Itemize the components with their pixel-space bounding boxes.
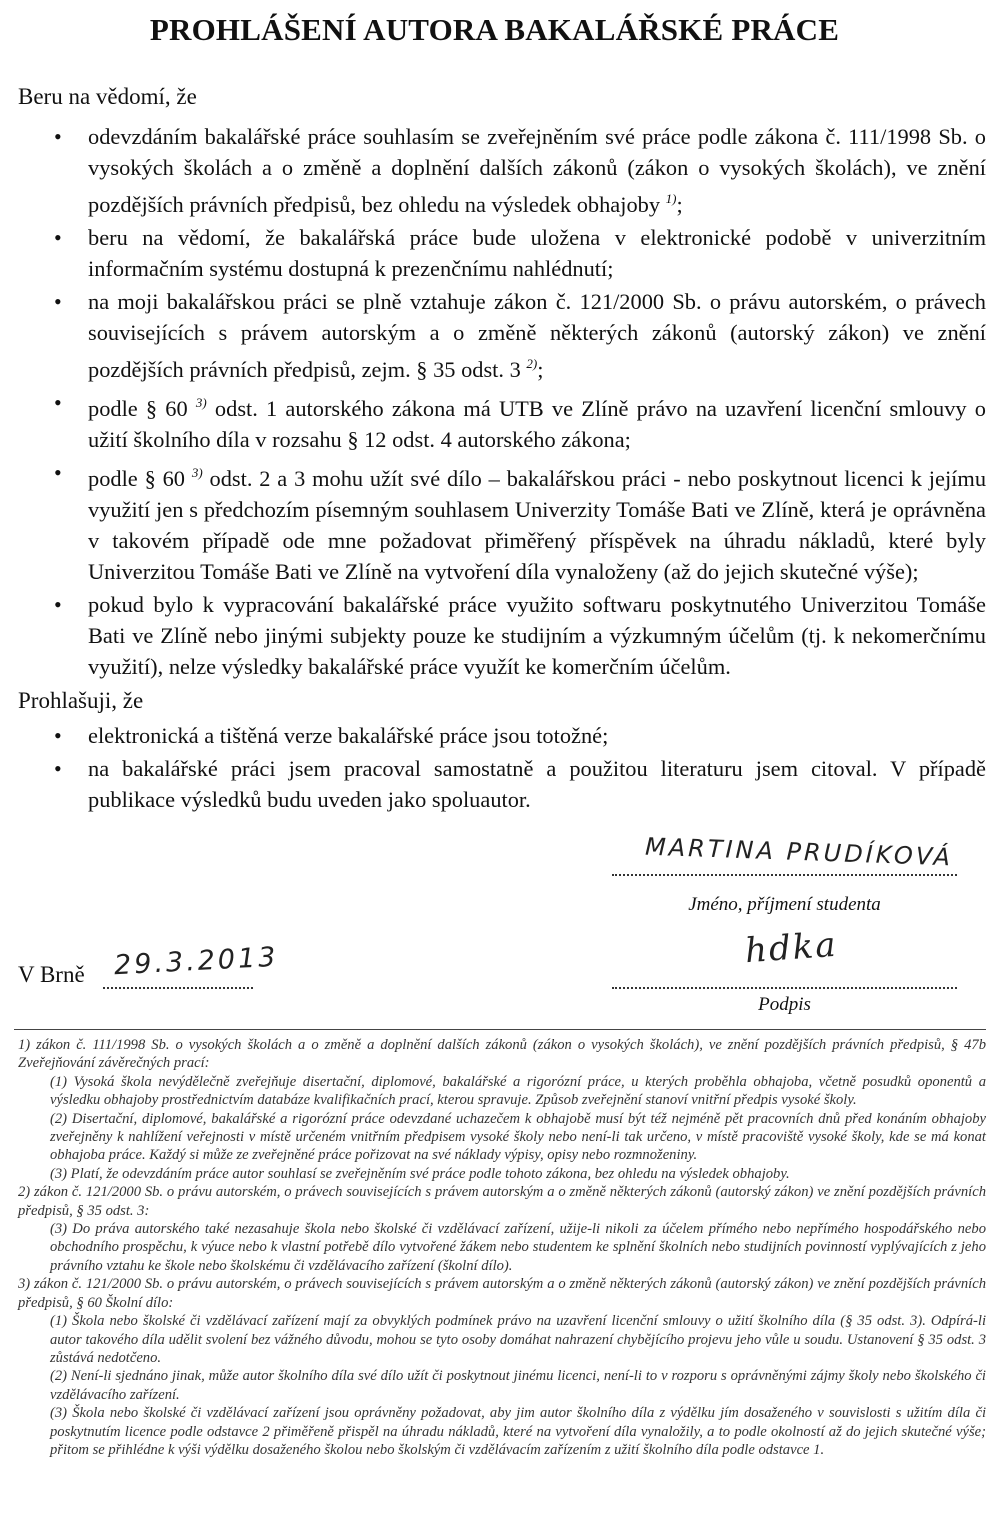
name-dotted-line <box>612 872 957 876</box>
footnote-paragraph: (3) Do práva autorského také nezasahuje škola nebo školské či vzdělávací zařízení, užije-li nikoli za účelem přímého nebo nepřímého hospodářského nebo obchodního prospěchu, k výuce nebo k vlastní potřebě dílo vytvořené žákem nebo studentem ke splnění školních nebo studijních povinností vyplývajících z jeho právního vztahu ke škole nebo školskému či vzdělávacího zařízení (školní dílo). <box>50 1221 986 1274</box>
list-item <box>50 753 986 815</box>
date-dotted-line <box>103 985 253 989</box>
footnotes <box>18 1036 986 1459</box>
item-text: na bakalářské práci jsem pracoval samostatně a použitou literaturu jsem citoval. V případě publikace výsledků budu uveden jako spoluautor. <box>88 756 986 812</box>
item-text: odst. 2 a 3 mohu užít své dílo – bakalářskou práci - nebo poskytnout licenci k jejímu využití jen s předchozím písemným souhlasem Univerzity Tomáše Bati ve Zlíně, která je oprávněna v takovém případě ode mne požadovat přiměřený příspěvek na úhradu nákladů, které byly Univerzitou Tomáše Bati ve Zlíně na vytvoření díla vynaloženy (až do jejich skutečné výše); <box>88 466 987 584</box>
handwritten-date: 29.3.2013 <box>113 941 280 982</box>
list-item <box>50 589 986 682</box>
list-item <box>50 457 986 587</box>
declaration-list <box>50 720 986 817</box>
section-lead-acknowledge: Beru na vědomí, že <box>18 84 197 109</box>
footnote-paragraph: (2) Disertační, diplomové, bakalářské a rigorózní práce odevzdané uchazečem k obhajobě musí být též nejméně pět pracovních dnů před konáním obhajoby zveřejněny k nahlížení veřejnosti v místě určeném vnitřním předpisem vysoké školy nebo není-li tak určeno, v místě pracoviště vysoké školy, kde se má konat obhajoba práce. Každý si může ze zveřejněné práce pořizovat na své náklady výpisy, opisy nebo rozmnoženiny. <box>50 1110 986 1164</box>
footnote-paragraph: (1) Vysoká škola nevýdělečně zveřejňuje disertační, diplomové, bakalářské a rigorózní práce, u kterých proběhla obhajoba, včetně posudků oponentů a výsledku obhajoby prostřednictvím databáze kvalifikačních prací, kterou spravuje. Způsob zveřejnění stanoví vnitřní předpis vysoké školy. <box>50 1073 986 1109</box>
footnote-heading: 2) zákon č. 121/2000 Sb. o právu autorském, o právech souvisejících s právem autorským a o změně některých zákonů (autorský zákon) ve znění pozdějších právních předpisů, § 35 odst. 3: <box>18 1184 986 1219</box>
bullet-icon: • <box>54 124 62 149</box>
footnote-heading: 3) zákon č. 121/2000 Sb. o právu autorském, o právech souvisejících s právem autorským a o změně některých zákonů (autorský zákon) ve znění pozdějších právních předpisů, § 60 Školní dílo: <box>18 1276 986 1311</box>
item-pre: podle § 60 <box>88 466 185 491</box>
list-item <box>50 387 986 455</box>
item-text: odevzdáním bakalářské práce souhlasím se zveřejněním své práce podle zákona č. 111/1998 Sb. o vysokých školách a o změně a doplnění dalších zákonů (zákon o vysokých školách), ve znění pozdějších právních předpisů, bez ohledu na výsledek obhajoby <box>88 124 986 217</box>
footnote-ref: 1) <box>665 191 677 206</box>
section-lead-declare: Prohlašuji, že <box>18 688 144 713</box>
item-text: elektronická a tištěná verze bakalářské práce jsou totožné; <box>88 723 609 748</box>
place-label: V Brně <box>18 962 85 987</box>
footnote-paragraph: (3) Platí, že odevzdáním práce autor souhlasí se zveřejněním své práce podle tohoto zákona, bez ohledu na výsledek obhajoby. <box>50 1165 790 1182</box>
list-item <box>50 121 986 220</box>
bullet-icon: • <box>54 756 62 781</box>
item-text: na moji bakalářskou práci se plně vztahuje zákon č. 121/2000 Sb. o právu autorském, o právech souvisejících s právem autorským a o změně některých zákonů (autorský zákon) ve znění pozdějších právních předpisů, zejm. § 35 odst. 3 <box>88 289 986 382</box>
acknowledgement-list <box>50 121 986 684</box>
footnote-paragraph: (3) Škola nebo školské či vzdělávací zařízení jsou oprávněny požadovat, aby jim autor školního díla z výdělku jím dosaženého v souvislosti s užitím díla či poskytnutím licence podle odstavce 2 přiměřeně přispěl na úhradu nákladů, které na vytvoření díla vynaložily, a to podle okolností až do jejich skutečné výše; přitom se přihlédne k výši výdělku dosaženého školou nebo školským či vzdělávacím zařízením z užití školního díla podle odstavce 1. <box>50 1405 986 1458</box>
item-pre: podle § 60 <box>88 396 188 421</box>
item-text: odst. 1 autorského zákona má UTB ve Zlíně právo na uzavření licenční smlouvy o užití školního díla v rozsahu § 12 odst. 4 autorského zákona; <box>88 396 986 452</box>
item-text: pokud bylo k vypracování bakalářské práce využito softwaru poskytnutého Univerzitou Tomáše Bati ve Zlíně nebo jinými subjekty pouze ke studijním a výzkumným účelům (tj. k nekomerčnímu využití), nelze výsledky bakalářské práce využít ke komerčním účelům. <box>88 592 986 679</box>
footnote-paragraph: (2) Není-li sjednáno jinak, může autor školního díla své dílo užít či poskytnout jinému licenci, není-li to v rozporu s oprávněnými zájmy školy nebo školského či vzdělávacího zařízení. <box>50 1368 986 1403</box>
handwritten-name: MARTINA PRUDÍKOVÁ <box>644 832 954 872</box>
list-item <box>50 222 986 284</box>
footnote-ref: 3) <box>195 395 207 410</box>
item-tail: ; <box>537 357 544 382</box>
footnote-heading: 1) zákon č. 111/1998 Sb. o vysokých školách a o změně a doplnění dalších zákonů (zákon o vysokých školách), ve znění pozdějších právních předpisů, § 47b Zveřejňování závěrečných prací: <box>18 1037 986 1072</box>
footnote-ref: 2) <box>526 356 538 371</box>
signature-dotted-line <box>612 985 957 989</box>
bullet-icon: • <box>54 592 62 617</box>
item-tail: ; <box>676 192 683 217</box>
name-caption: Jméno, příjmení studenta <box>688 894 881 915</box>
footnote-paragraph: (1) Škola nebo školské či vzdělávací zařízení mají za obvyklých podmínek právo na uzavření licenční smlouvy o užití školního díla (§ 35 odst. 3). Odpírá-li autor takového díla udělit svolení bez vážného důvodu, mohou se tyto osoby domáhat nahrazení chybějícího projevu jeho vůle u soudu. Ustanovení § 35 odst. 3 zůstává nedotčeno. <box>50 1313 986 1366</box>
document-title: PROHLÁŠENÍ AUTORA BAKALÁŘSKÉ PRÁCE <box>149 12 840 47</box>
footnote-ref: 3) <box>191 465 203 480</box>
bullet-icon: • <box>54 723 62 748</box>
list-item <box>50 720 986 751</box>
signature-caption: Podpis <box>758 994 811 1015</box>
bullet-icon: • <box>54 390 62 415</box>
bullet-icon: • <box>54 460 62 485</box>
item-text: beru na vědomí, že bakalářská práce bude uložena v elektronické podobě v univerzitním informačním systému dostupná k prezenčnímu nahlédnutí; <box>88 225 986 281</box>
handwritten-signature: hdka <box>743 924 839 972</box>
footnote-separator <box>14 1029 986 1030</box>
list-item <box>50 286 986 385</box>
bullet-icon: • <box>54 225 62 250</box>
bullet-icon: • <box>54 289 62 314</box>
